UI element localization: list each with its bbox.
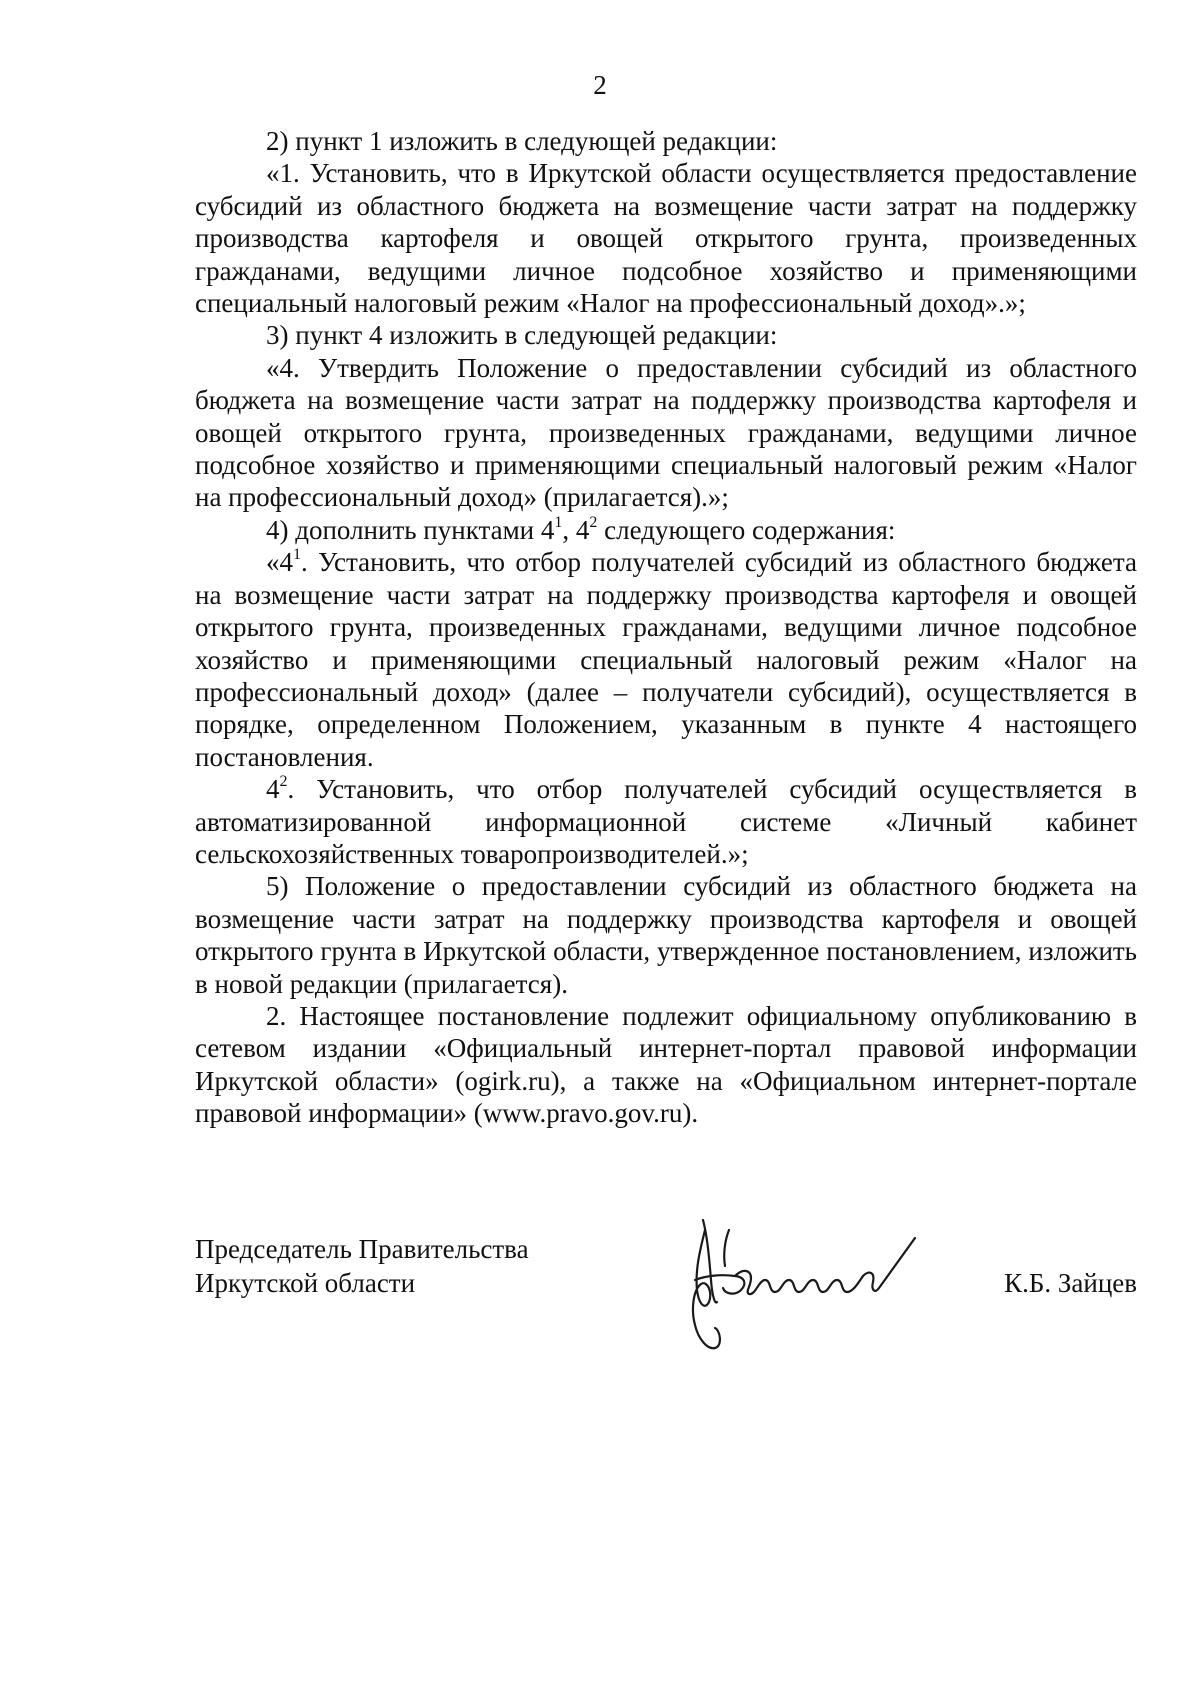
paragraph-amend-item-5: 5) Положение о предоставлении субсидий из областного бюджета на возмещение части затрат на поддержку производства картофеля и овощей открытого грунта в Иркутской области, утвержденное постановлением, изложить в новой редакции (прилагается). — [195, 871, 1137, 999]
signature-block — [195, 1232, 1137, 1352]
paragraph-item-4-text: «4. Утвердить Положение о предоставлении субсидий из областного бюджета на возмещение части затрат на поддержку производства картофеля и овощей открытого грунта, произведенных гражданами, ведущими личное подсобное хозяйство и применяющими специальный налоговый режим «Налог на профессиональный доход» (прилагается).»; — [195, 352, 1137, 513]
paragraph-add-items: 4) дополнить пунктами $4^1$, $4^2$ следующего содержания: — [266, 513, 896, 545]
document-body — [195, 125, 1137, 1130]
signer-name: К.Б. Зайцев — [1004, 1268, 1137, 1298]
paragraph-item-4-1-text: «$4^1$. Установить, что отбор получателей субсидий из областного бюджета на возмещение части затрат на поддержку производства картофеля и овощей открытого грунта, произведенных гражданами, ведущими личное подсобное хозяйство и применяющими специальный налоговый режим «Налог на профессиональный доход» (далее – получатели субсидий), осуществляется в порядке, определенном Положением, указанным в пункте 4 настоящего постановления. — [195, 546, 1137, 772]
signer-title — [195, 1232, 529, 1300]
paragraph-item-1-text: «1. Установить, что в Иркутской области осуществляется предоставление субсидий из областного бюджета на возмещение части затрат на поддержку производства картофеля и овощей открытого грунта, произведенных гражданами, ведущими личное подсобное хозяйство и применяющими специальный налоговый режим «Налог на профессиональный доход».»; — [195, 158, 1137, 319]
paragraph-amend-item-1: 2) пункт 1 изложить в следующей редакции: — [266, 126, 778, 156]
handwritten-signature-icon — [665, 1210, 965, 1360]
signer-title-line-2: Иркутской области — [195, 1268, 416, 1298]
paragraph-publication: 2. Настоящее постановление подлежит официальному опубликованию в сетевом издании «Официальный интернет-портал правовой информации Иркутской области» (ogirk.ru), а также на «Официальном интернет-портале правовой информации» (www.pravo.gov.ru). — [195, 1000, 1137, 1129]
signer-title-line-1: Председатель Правительства — [195, 1234, 529, 1264]
paragraph-amend-item-4: 3) пункт 4 изложить в следующей редакции: — [266, 320, 778, 351]
page-number: 2 — [593, 70, 607, 100]
paragraph-item-4-2-text: $4^2$. Установить, что отбор получателей субсидий осуществляется в автоматизированной информационной системе «Личный кабинет сельскохозяйственных товаропроизводителей.»; — [195, 773, 1137, 869]
